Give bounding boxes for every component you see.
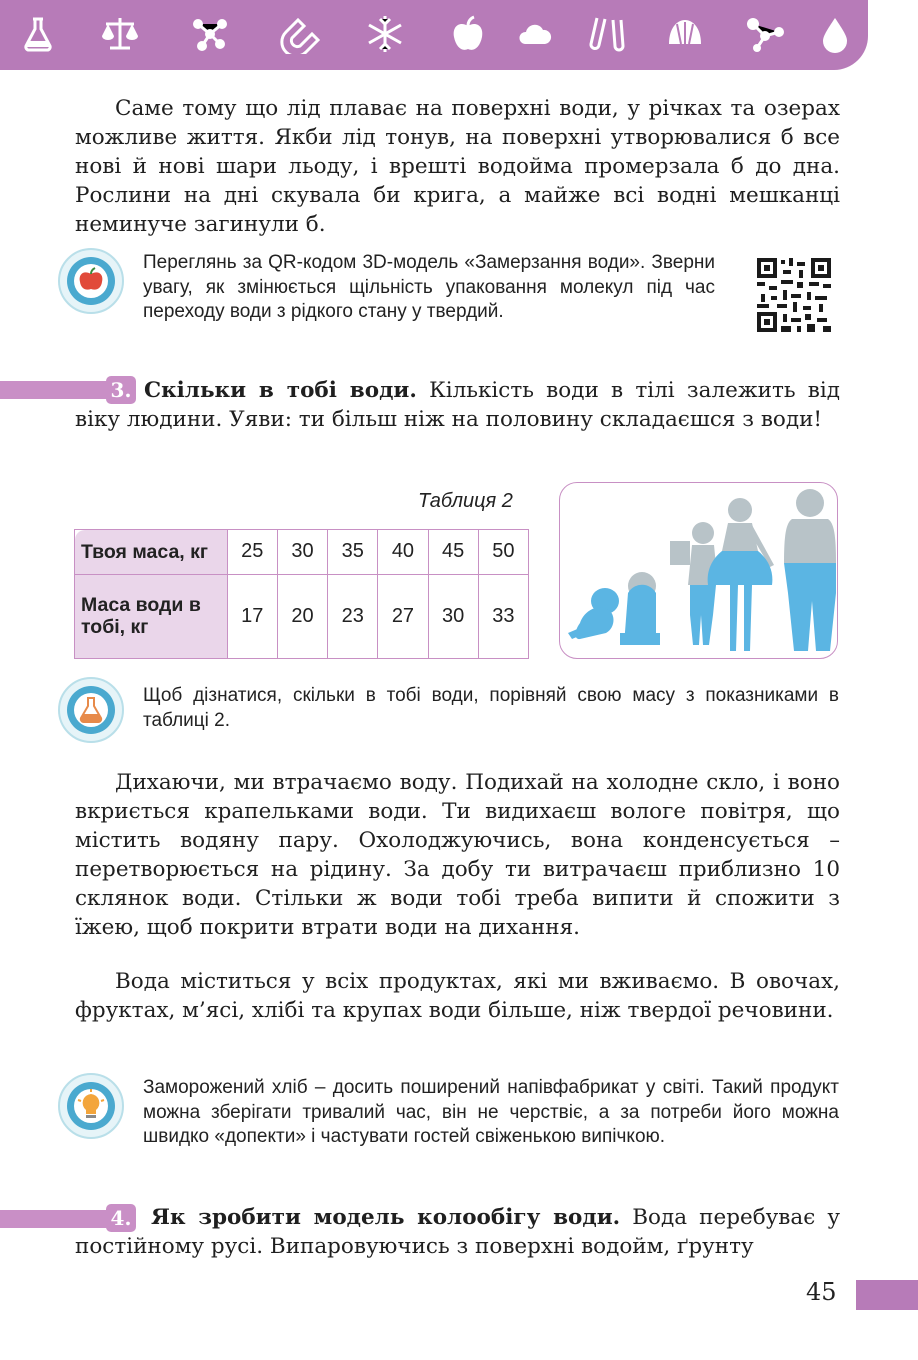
adult-silhouette — [784, 489, 836, 651]
top-banner — [0, 0, 868, 70]
section-4-title: Як зробити модель колообігу води. — [151, 1205, 621, 1230]
note-qr — [57, 247, 847, 347]
test-tubes-icon — [587, 14, 627, 54]
page-tab — [856, 1280, 918, 1310]
girl-silhouette — [708, 498, 774, 651]
table-cell: 30 — [277, 530, 327, 575]
section-3-paragraph: Скільки в тобі води. Кількість води в тілі залежить від віку людини. Уяви: ти більш ніж на половину складаєшся з води! — [75, 378, 841, 432]
scales-icon — [100, 14, 140, 54]
note-qr-text: Переглянь за QR-кодом 3D-модель «Замерзання води». Зверни увагу, як змінюється щільність упаковання молекул під час переходу води з рідкого стану у твердий. — [143, 252, 715, 322]
apple-icon — [57, 247, 125, 315]
qr-code[interactable] — [757, 258, 831, 332]
note-bread — [57, 1072, 847, 1176]
table-cell: 23 — [328, 574, 378, 658]
table-cell: 35 — [328, 530, 378, 575]
section-4-paragraph: Як зробити модель колообігу води. Вода перебуває у постійному русі. Випаровуючись з поверхні водойм, ґрунту — [75, 1205, 841, 1259]
apple-icon — [448, 14, 488, 54]
shell-icon — [665, 14, 705, 54]
table-header-water-mass: Маса води в тобі, кг — [75, 574, 228, 658]
note-bread-text: Заморожений хліб – досить поширений напівфабрикат у світі. Такий продукт можна зберігати тривалий час, він не черствіє, а за потреби його можна швидко «допекти» і частувати гостей свіженькою випічкою. — [143, 1077, 839, 1147]
water-drop-icon — [815, 14, 855, 54]
snowflake-icon — [365, 14, 405, 54]
page-number: 45 — [806, 1278, 837, 1306]
table-cell: 30 — [428, 574, 478, 658]
toddler-silhouette — [620, 572, 660, 645]
table-cell: 17 — [227, 574, 277, 658]
infant-silhouette — [568, 588, 619, 639]
flask-icon — [57, 676, 125, 744]
section-3-title: Скільки в тобі води. — [144, 378, 417, 403]
paragraph-ice-floats: Саме тому що лід плаває на поверхні води, у річках та озерах можливе життя. Якби лід тонув, на поверхні утворювалися б все нові й нові шари льоду, і врешті водойма промерзала б до дна. Рослини на дні скувала би крига, а майже всі водні мешканці неминуче загинули б. — [75, 96, 840, 237]
paragraph-breathing: Дихаючи, ми втрачаємо воду. Подихай на холодне скло, і воно вкриється крапельками води. Ти видихаєш вологе повітря, що містить водяну пару. Охолоджуючись, вона конденсується – перетворюється на рідину. За добу ти витрачаєш приблизно 10 склянок води. Стільки ж води тобі треба випити й спожити з їжею, щоб покрити втрати води на дихання. — [75, 770, 840, 940]
note-table-text: Щоб дізнатися, скільки в тобі води, порівняй свою масу з показниками в таблиці 2. — [143, 685, 839, 731]
table-row — [75, 530, 529, 575]
note-table — [57, 676, 847, 746]
table-cell: 33 — [478, 574, 528, 658]
water-mass-table — [74, 529, 529, 659]
table-caption: Таблиця 2 — [418, 490, 513, 512]
molecule-chain-icon — [745, 14, 785, 54]
paragraph-food-water: Вода міститься у всіх продуктах, які ми вживаємо. В овочах, фруктах, м’ясі, хлібі та крупах води більше, ніж твердої речовини. — [75, 969, 840, 1023]
table-header-body-mass: Твоя маса, кг — [75, 530, 228, 575]
table-cell: 50 — [478, 530, 528, 575]
table-cell: 27 — [378, 574, 428, 658]
table-cell: 45 — [428, 530, 478, 575]
table-row — [75, 574, 529, 658]
section-4-number: 4. — [106, 1204, 136, 1232]
section-3-number: 3. — [106, 376, 136, 404]
cloud-icon — [515, 14, 555, 54]
molecule-icon — [190, 14, 230, 54]
magnet-icon — [280, 14, 320, 54]
lightbulb-icon — [57, 1072, 125, 1140]
table-cell: 20 — [277, 574, 327, 658]
table-cell: 40 — [378, 530, 428, 575]
people-water-illustration — [559, 482, 838, 659]
table-cell: 25 — [227, 530, 277, 575]
flask-icon — [18, 14, 58, 54]
